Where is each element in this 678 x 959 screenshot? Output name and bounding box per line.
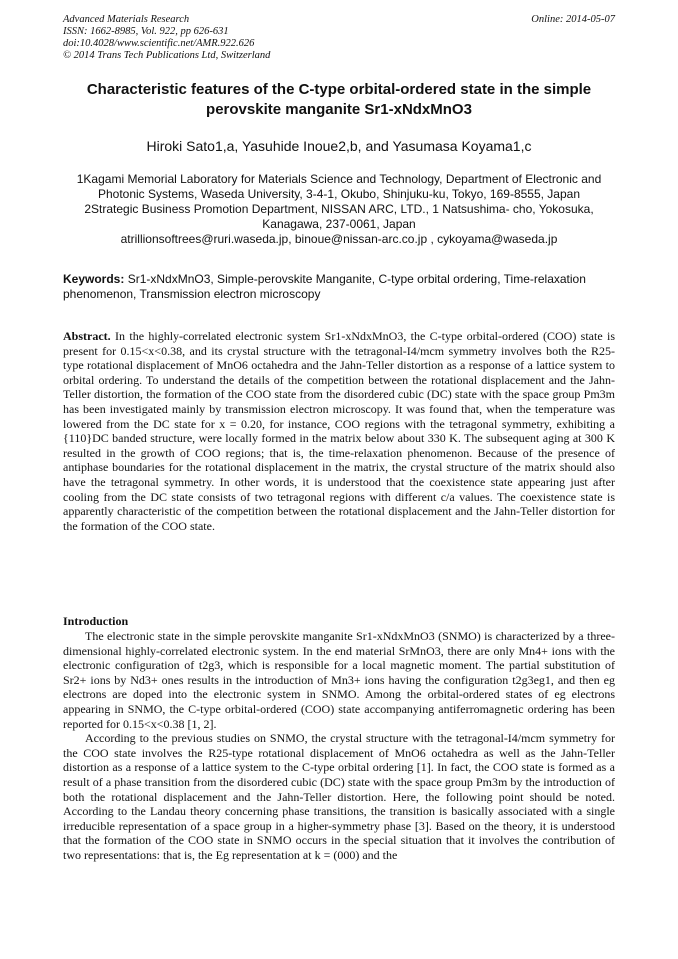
abstract-label: Abstract.	[63, 329, 111, 343]
journal-name: Advanced Materials Research	[63, 14, 190, 25]
email-line: atrillionsoftrees@ruri.waseda.jp, binoue@nissan-arc.co.jp , cykoyama@waseda.jp	[120, 232, 558, 246]
abstract-block	[63, 329, 615, 533]
introduction-body	[63, 629, 615, 863]
abstract-text: In the highly-correlated electronic system Sr1-xNdxMnO3, the C-type orbital-ordered (COO) state is present for 0.15<x<0.38, and its crystal structure with the tetragonal-I4/mcm symmetry involves both the R25-type rotational displacement of MnO6 octahedra and the Jahn-Teller distortion as a response of a lattice system to orbital ordering. To understand the details of the competition between the rotational displacement and the Jahn-Teller distortion, the formation of the COO state from the disordered cubic (DC) state with the space group Pm3m has been investigated mainly by transmission electron microscopy. It was found that, when the temperature was lowered from the DC state for x = 0.20, for instance, COO regions with the tetragonal symmetry, exhibiting a {110}DC banded structure, were locally formed in the matrix below about 330 K. The subsequent aging at 300 K resulted in the growth of COO regions; that is, the time-relaxation phenomenon. Because of the presence of antiphase boundaries for the rotational displacement in the matrix, the crystal structure of the matrix should also have the tetragonal symmetry. In other words, it is understood that the coexistence state appearing just after cooling from the DC state consists of two tetragonal regions with different c/a values. The coexistence state is apparently characteristic of the competition between the rotational displacement and the Jahn-Teller distortion for the formation of the COO state.	[63, 329, 616, 533]
intro-paragraph-2: According to the previous studies on SNMO, the crystal structure with the tetragonal-I4/mcm symmetry for the COO state involves the R25-type rotational displacement of MnO6 octahedra as well as the Jahn-Teller distortion as a response of a lattice system to the C-type orbital ordering [1]. In fact, the COO state is formed as a result of a phase transition from the disordered cubic (DC) state with the space group Pm3m by the introduction of both the rotational displacement and the Jahn-Teller distortion. Here, the following point should be noted. According to the Landau theory concerning phase transitions, the transition is basically associated with a single irreducible representation of a space group in a higher-symmetry phase [3]. Based on the theory, it is understood that the formation of the COO state in SNMO occurs in the special situation that it involves the contribution of two representations: that is, the Eg representation at k = (000) and the	[63, 731, 615, 862]
journal-header	[63, 14, 615, 62]
affiliation-2: 2Strategic Business Promotion Department, NISSAN ARC, LTD., 1 Natsushima- cho, Yokosuka, Kanagawa, 237-0061, Japan	[84, 202, 594, 231]
introduction-heading: Introduction	[63, 614, 129, 628]
doi-line: doi:10.4028/www.scientific.net/AMR.922.626	[63, 38, 255, 49]
affiliations	[60, 172, 618, 247]
issn-line: ISSN: 1662-8985, Vol. 922, pp 626-631	[63, 26, 229, 37]
online-date: Online: 2014-05-07	[531, 14, 615, 25]
keywords-block	[63, 272, 615, 302]
intro-paragraph-1: The electronic state in the simple perovskite manganite Sr1-xNdxMnO3 (SNMO) is characterized by a three-dimensional highly-correlated electronic system. In the end material SrMnO3, there are only Mn4+ ions with the electronic configuration of t2g3, which is responsible for a local magnetic moment. The partial substitution of Sr2+ ions by Nd3+ ones results in the introduction of Mn3+ ions having the configuration t2g3eg1, and then eg electrons are doped into the electronic system in SNMO. Among the orbital-ordered states of eg electrons appearing in SNMO, the C-type orbital-ordered (COO) state accompanying antiferromagnetic ordering has been reported for 0.15<x<0.38 [1, 2].	[63, 629, 615, 731]
keywords-label: Keywords:	[63, 272, 125, 286]
copyright-line: © 2014 Trans Tech Publications Ltd, Switzerland	[63, 50, 271, 61]
paper-title: Characteristic features of the C-type orbital-ordered state in the simple perovskite manganite Sr1-xNdxMnO3	[86, 81, 592, 118]
author-list: Hiroki Sato1,a, Yasuhide Inoue2,b, and Yasumasa Koyama1,c	[146, 138, 532, 154]
affiliation-1: 1Kagami Memorial Laboratory for Materials Science and Technology, Department of Electronic and Photonic Systems, Waseda University, 3-4-1, Okubo, Shinjuku-ku, Tokyo, 169-8555, Japan	[76, 172, 602, 201]
keywords-text: Sr1-xNdxMnO3, Simple-perovskite Manganite, C-type orbital ordering, Time-relaxation phenomenon, Transmission electron microscopy	[63, 272, 586, 301]
